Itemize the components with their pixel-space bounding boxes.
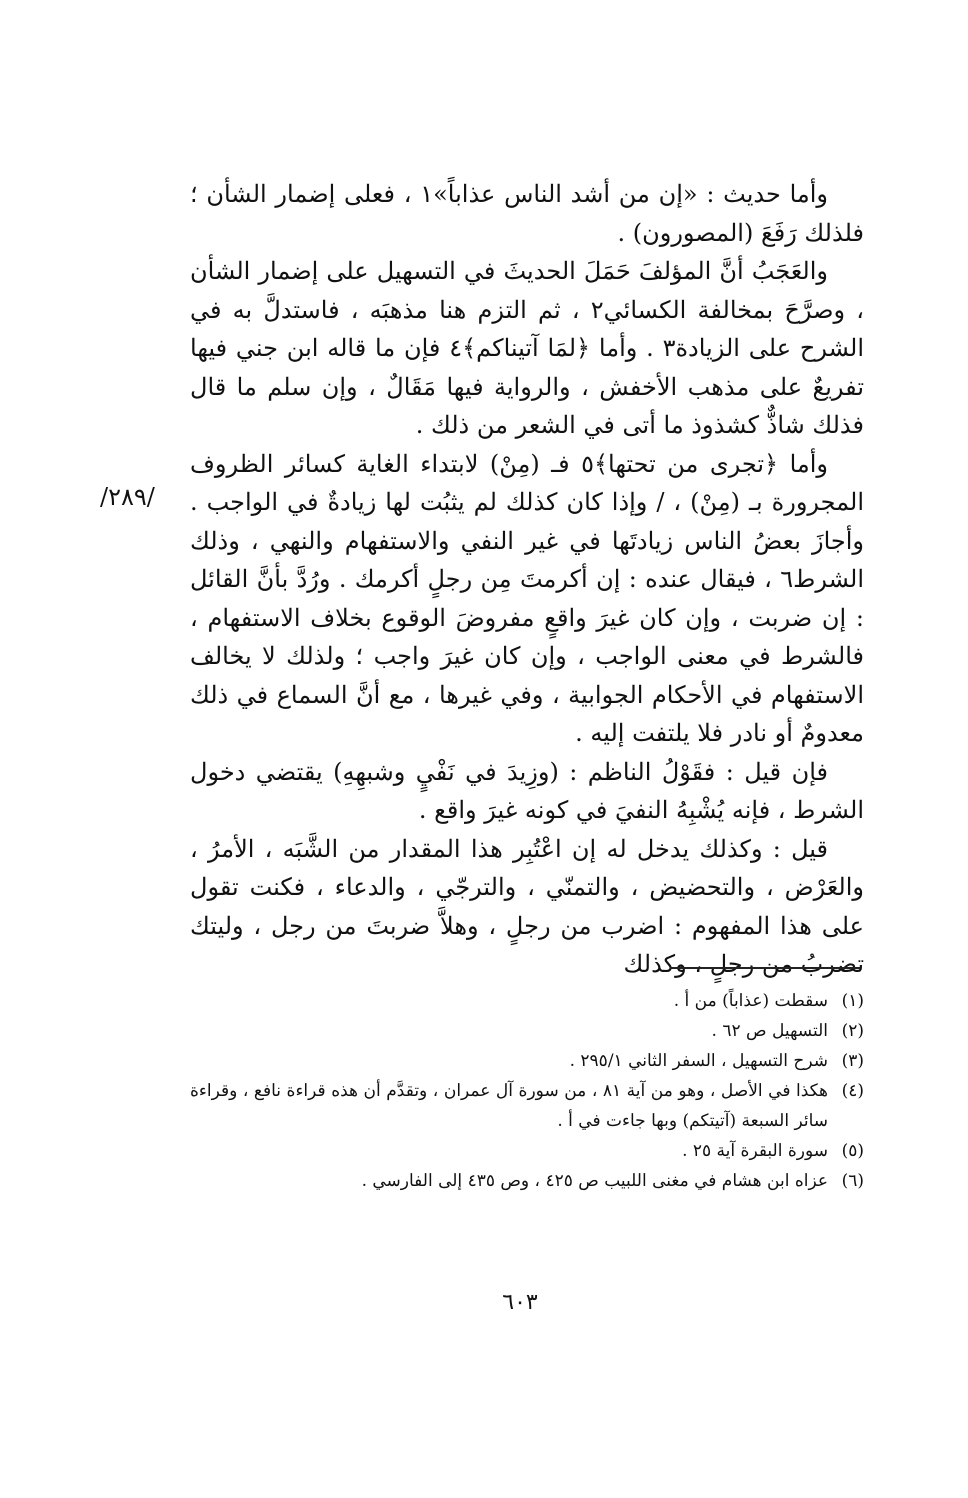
footnote-text: شرح التسهيل ، السفر الثاني ٢٩٥/١ . (569, 1051, 828, 1071)
footnote-number: (١) (841, 991, 864, 1011)
footnote-text: هكذا في الأصل ، وهو من آية ٨١ ، من سورة آل عمران ، وتقدَّم أن هذه قراءة نافع ، وقراءة سائر السبعة (آتيتكم) وبها جاءت في أ . (190, 1081, 828, 1131)
footnote-number: (٣) (841, 1051, 864, 1071)
body-paragraph: وأما حديث : «إن من أشد الناس عذاباً»١ ، فعلى إضمار الشأن ؛ فلذلك رَفَعَ (المصورون) . (190, 180, 864, 247)
main-text-block (190, 175, 864, 984)
footnote (190, 1136, 864, 1166)
body-paragraph: قيل : وكذلك يدخل له إن اعْتُبِر هذا المقدار من الشَّبَه ، الأمرُ ، والعَرْض ، والتحضيض ، والتمنّي ، والترجّي ، والدعاء ، فكنت تقول على هذا المفهوم : اضرب من رجلٍ ، وهلاَّ ضربتَ من رجل ، وليتك تضربُ من رجلٍ ، وكذلك (190, 834, 864, 978)
footnotes-section (190, 986, 864, 1196)
footnote-number: (٦) (841, 1171, 864, 1191)
footnote (190, 1076, 864, 1136)
footnote-number: (٥) (841, 1141, 864, 1161)
footnote (190, 1046, 864, 1076)
footnote-number: (٤) (841, 1081, 864, 1101)
footnote-text: سقطت (عذاباً) من أ . (673, 991, 828, 1011)
body-paragraph: والعَجَبُ أنَّ المؤلفَ حَمَلَ الحديثَ في التسهيل على إضمار الشأن ، وصرَّحَ بمخالفة الكسائي٢ ، ثم التزم هنا مذهبَه ، فاستدلَّ به في الشرح على الزيادة٣ . وأما ﴿لمَا آتيناكم﴾٤ فإن ما قاله ابن جني فيها تفريعٌ على مذهب الأخفش ، والرواية فيها مَقَالٌ ، وإن سلم ما قال فذلك شاذٌّ كشذوذ ما أتى في الشعر من ذلك . (190, 257, 864, 439)
footnote (190, 1166, 864, 1196)
body-paragraph: فإن قيل : فقَوْلُ الناظم : (وزِيدَ في نَفْيٍ وشبهِهِ) يقتضي دخول الشرط ، فإنه يُشْبِهُ النفيَ في كونه غيرَ واقع . (190, 757, 864, 824)
footnote-text: سورة البقرة آية ٢٥ . (682, 1141, 828, 1161)
footnote-text: التسهيل ص ٦٢ . (711, 1021, 828, 1041)
footnote (190, 986, 864, 1016)
footnote-number: (٢) (841, 1021, 864, 1041)
footnote (190, 1016, 864, 1046)
manuscript-folio-marker: /٢٨٩/ (100, 483, 155, 511)
body-paragraph: وأما ﴿تجرى من تحتها﴾٥ فـ (مِنْ) لابتداء الغاية كسائر الظروف المجرورة بـ (مِنْ) ، / وإذا كان كذلك لم يثبُت لها زيادةٌ في الواجب . وأجازَ بعضُ الناس زيادتَها في غير النفي والاستفهام والنهي ، وذلك الشرط٦ ، فيقال عنده : إن أكرمتَ مِن رجلٍ أكرمك . ورُدَّ بأنَّ القائل : إن ضربت ، وإن كان غيرَ واقعٍ مفروضَ الوقوع بخلاف الاستفهام ، فالشرط في معنى الواجب ، وإن كان غيرَ واجب ؛ ولذلك لا يخالف الاستفهام في الأحكام الجوابية ، وفي غيرها ، مع أنَّ السماع في ذلك معدومٌ أو نادر فلا يلتفت إليه . (190, 449, 864, 747)
page-number: ٦٠٣ (502, 1290, 538, 1315)
footnote-separator (670, 967, 860, 969)
footnote-text: عزاه ابن هشام في مغنى اللبيب ص ٤٢٥ ، وص ٤٣٥ إلى الفارسي . (361, 1171, 828, 1191)
